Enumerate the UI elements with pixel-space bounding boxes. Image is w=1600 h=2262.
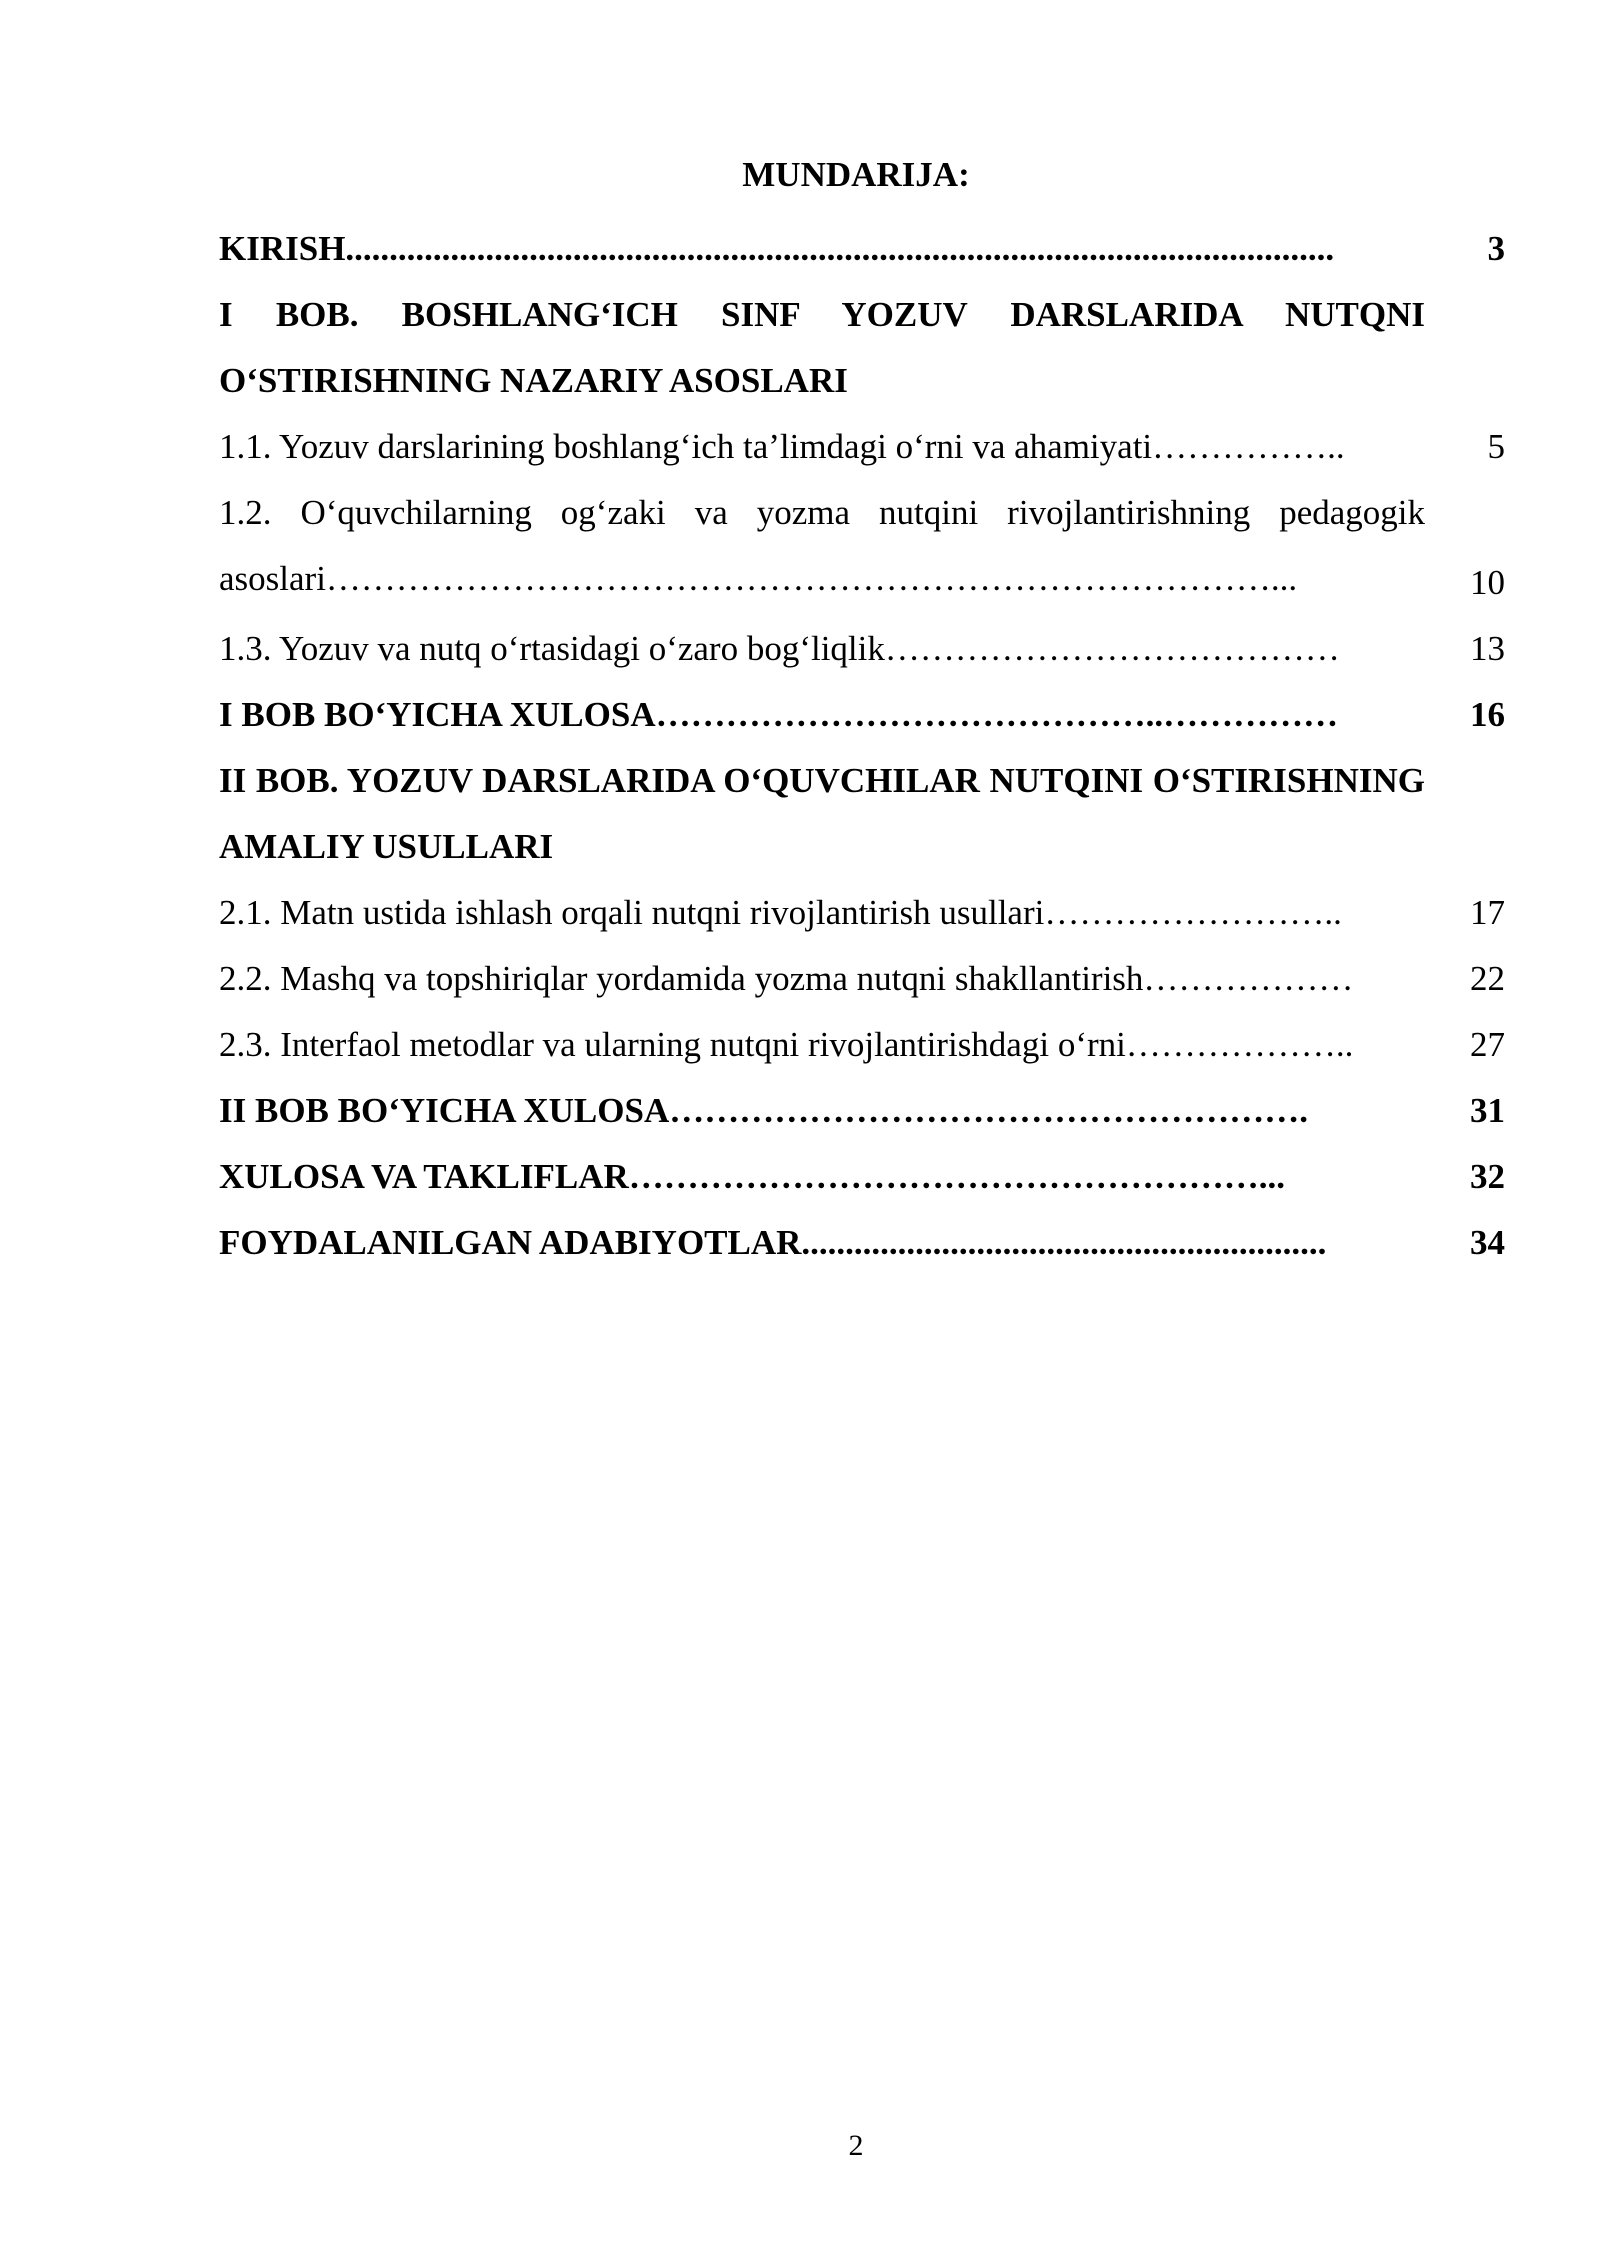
toc-entry-chapter-1: [219, 282, 1505, 414]
toc-entry-conclusion: [219, 1144, 1505, 1210]
toc-entry-text: KIRISH.................................................................................................................: [219, 229, 1335, 268]
page-number: 2: [848, 2129, 864, 2162]
toc-entry-page: 5: [1487, 427, 1505, 466]
toc-entry-text: 2.3. Interfaol metodlar va ularning nutqni rivojlantirishdagi o‘rni………………..: [219, 1025, 1354, 1064]
toc-entry-page: 3: [1487, 229, 1505, 268]
toc-entry-1-2: [219, 480, 1505, 616]
toc-entry-page: 22: [1470, 959, 1505, 998]
toc-entry-kirish: [219, 216, 1505, 282]
toc-entry-chapter-2-summary: [219, 1078, 1505, 1144]
toc-entry-text: II BOB BO‘YICHA XULOSA……………………………………………….: [219, 1091, 1308, 1130]
table-of-contents: [219, 216, 1505, 1276]
toc-entry-text: 2.1. Matn ustida ishlash orqali nutqni rivojlantirish usullari……………………..: [219, 893, 1342, 932]
toc-entry-chapter-2: [219, 748, 1505, 880]
toc-entry-references: [219, 1210, 1505, 1276]
toc-entry-text: I BOB. BOSHLANG‘ICH SINF YOZUV DARSLARIDA NUTQNI O‘STIRISHNING NAZARIY ASOSLARI: [219, 295, 1425, 400]
toc-entry-page: 31: [1470, 1091, 1505, 1130]
toc-entry-page: [1425, 480, 1505, 616]
toc-entry-page: 32: [1470, 1157, 1505, 1196]
toc-entry-page: 13: [1470, 629, 1505, 668]
toc-entry-page: 17: [1470, 893, 1505, 932]
toc-entry-text: 1.2. O‘quvchilarning og‘zaki va yozma nutqini rivojlantirishning pedagogik asoslari………………………………………………………………………...: [219, 493, 1425, 598]
toc-entry-2-1: [219, 880, 1505, 946]
toc-entry-text: I BOB BO‘YICHA XULOSA……………………………………..……………: [219, 695, 1339, 734]
toc-entry-text: II BOB. YOZUV DARSLARIDA O‘QUVCHILAR NUTQINI O‘STIRISHNING AMALIY USULLARI: [219, 761, 1425, 866]
toc-entry-1-1: [219, 414, 1505, 480]
toc-entry-1-3: [219, 616, 1505, 682]
toc-entry-text: 1.1. Yozuv darslarining boshlang‘ich ta’limdagi o‘rni va ahamiyati……………..: [219, 427, 1345, 466]
toc-entry-chapter-1-summary: [219, 682, 1505, 748]
toc-entry-page-value: 10: [1470, 563, 1505, 602]
toc-entry-text: 1.3. Yozuv va nutq o‘rtasidagi o‘zaro bog‘liqlik…………………………………: [219, 629, 1340, 668]
page-title: MUNDARIJA:: [742, 155, 970, 194]
toc-entry-page: 27: [1470, 1025, 1505, 1064]
toc-entry-page: 34: [1470, 1223, 1505, 1262]
toc-entry-2-3: [219, 1012, 1505, 1078]
toc-entry-text: FOYDALANILGAN ADABIYOTLAR............................................................: [219, 1223, 1327, 1262]
toc-entry-text: XULOSA VA TAKLIFLAR………………………………………………...: [219, 1157, 1286, 1196]
toc-entry-2-2: [219, 946, 1505, 1012]
toc-entry-page: 16: [1470, 695, 1505, 734]
toc-entry-text: 2.2. Mashq va topshiriqlar yordamida yozma nutqni shakllantirish………………: [219, 959, 1354, 998]
